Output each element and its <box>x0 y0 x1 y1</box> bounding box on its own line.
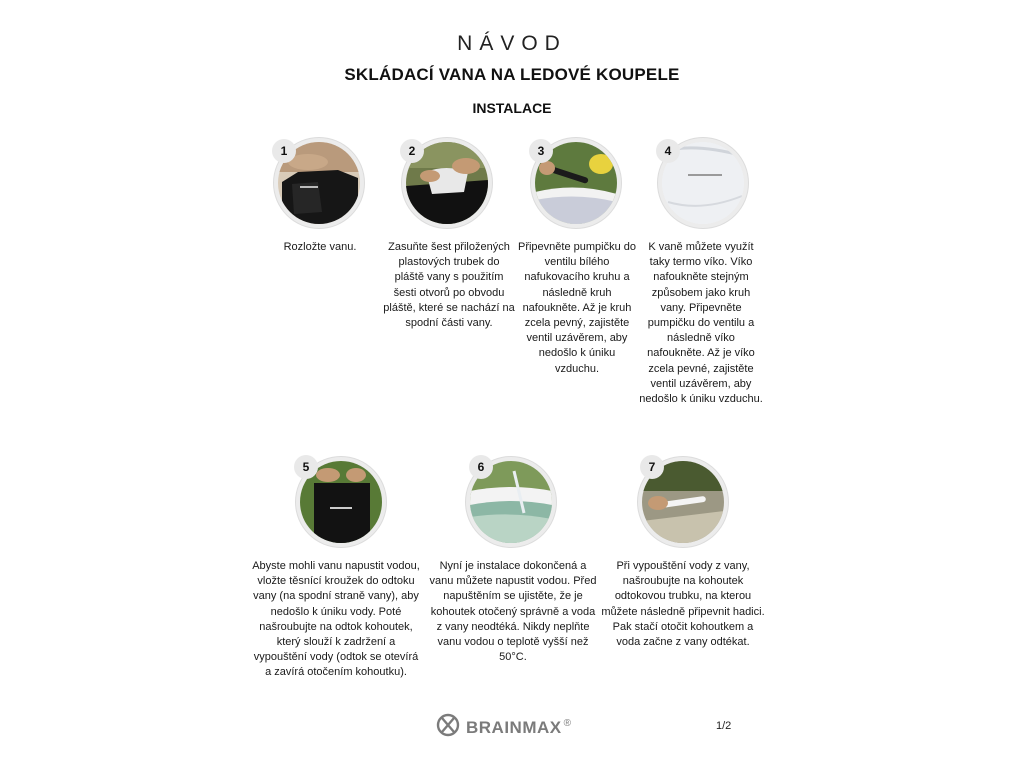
brand-logo <box>436 712 571 743</box>
step-2-number: 2 <box>400 139 424 163</box>
brand-name: BRAINMAX <box>466 717 562 737</box>
brainmax-logo-icon <box>436 712 460 743</box>
step-5-number: 5 <box>294 455 318 479</box>
step-3-number: 3 <box>529 139 553 163</box>
step-7-text: Při vypouštění vody z vany, našroubujte na kohoutek odtokovou trubku, na kterou můžete následně připevnit hadici. Pak stačí otočit kohoutkem a voda začne z vany odtékat. <box>601 560 765 649</box>
page-title: NÁVOD <box>457 32 567 55</box>
step-4-number: 4 <box>656 139 680 163</box>
step-1-number: 1 <box>272 139 296 163</box>
step-3-text: Připevněte pumpičku do ventilu bílého nafukovacího kruhu a následně kruh nafoukněte. Až je kruh zcela pevný, zajistěte ventil uzávěrem, aby nedošlo k úniku vzduchu. <box>517 241 636 375</box>
page-number: 1/2 <box>716 720 732 732</box>
step-1-text: Rozložte vanu. <box>283 241 357 253</box>
registered-mark: ® <box>563 718 571 729</box>
step-5-text: Abyste mohli vanu napustit vodou, vložte těsnící kroužek do odtoku vany (na spodní straně vany), aby nedošlo k úniku vody. Poté našroubujte na odtok kohoutek, který slouží k zadržení a vypouštění vody (odtok se otevírá a zavírá otočením kohoutku). <box>252 560 420 679</box>
step-7-number: 7 <box>640 455 664 479</box>
product-title: SKLÁDACÍ VANA NA LEDOVÉ KOUPELE <box>344 65 680 84</box>
step-6-text: Nyní je instalace dokončená a vanu můžete napustit vodou. Před napuštěním se ujistěte, že je kohoutek otočený správně a voda z vany neodtéká. Nikdy neplňte vanu vodou o teplotě vyšší než 50°C. <box>429 560 597 664</box>
step-6-number: 6 <box>469 455 493 479</box>
step-4-text: K vaně můžete využít taky termo víko. Víko nafoukněte stejným způsobem jako kruh vany. Připevněte pumpičku do ventilu a následně víko nafoukněte. Až je víko zcela pevné, zajistěte ventil uzávěrem, aby nedošlo k úniku vzduchu. <box>639 241 763 406</box>
section-heading: INSTALACE <box>472 100 552 116</box>
step-2-text: Zasuňte šest přiložených plastových trubek do pláště vany s použitím šesti otvorů po obvodu pláště, které se nachází na spodní části vany. <box>383 241 515 330</box>
